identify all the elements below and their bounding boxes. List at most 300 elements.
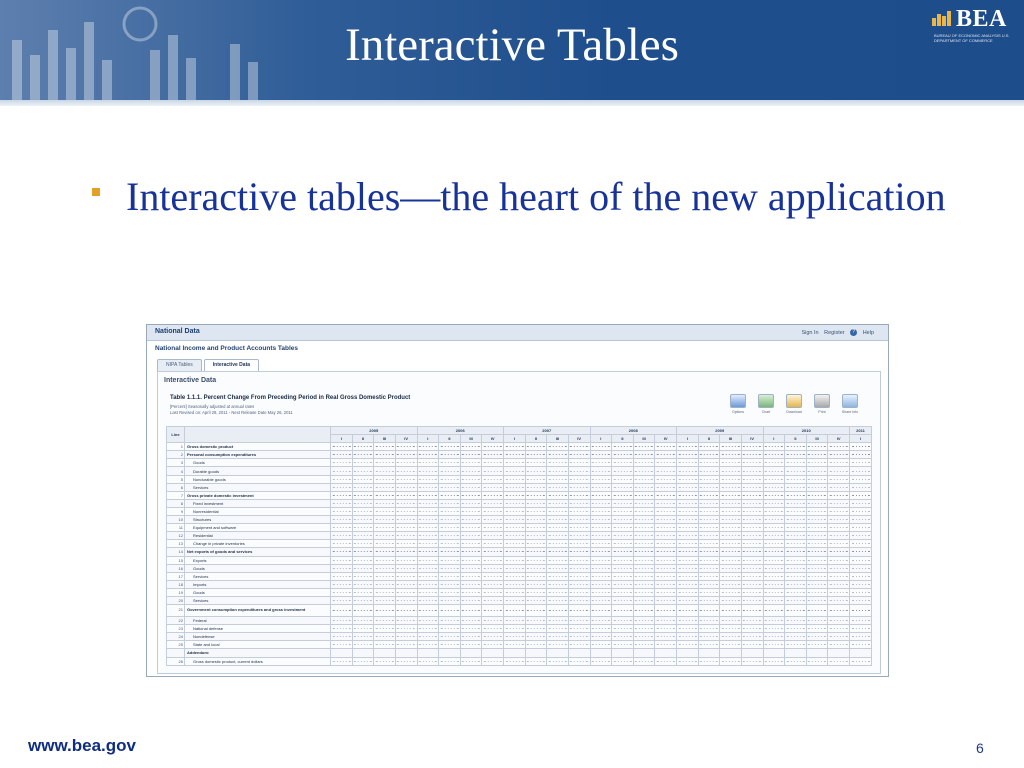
table-cell: [395, 467, 417, 475]
table-cell: [698, 467, 720, 475]
table-cell: [741, 625, 763, 633]
table-cell: [698, 564, 720, 572]
table-cell: [590, 596, 612, 604]
year-header[interactable]: 2005: [331, 427, 418, 435]
table-cell: [741, 580, 763, 588]
table-cell: [374, 507, 396, 515]
table-row[interactable]: [167, 564, 872, 572]
table-cell: [677, 564, 699, 572]
table-cell: [417, 596, 439, 604]
table-cell: [763, 649, 785, 657]
table-cell: [482, 649, 504, 657]
table-cell: [417, 443, 439, 451]
table-cell: [698, 572, 720, 580]
table-cell: [828, 625, 850, 633]
table-cell: [698, 524, 720, 532]
table-cell: [417, 556, 439, 564]
table-cell: [612, 588, 634, 596]
table-cell: [482, 564, 504, 572]
table-cell: [828, 633, 850, 641]
table-cell: [352, 564, 374, 572]
table-row[interactable]: [167, 524, 872, 532]
table-cell: [460, 625, 482, 633]
table-cell: [612, 548, 634, 556]
table-row[interactable]: [167, 588, 872, 596]
options-button[interactable]: [724, 394, 752, 414]
table-cell: [785, 633, 807, 641]
line-number: 20: [167, 596, 185, 604]
table-cell: [331, 532, 353, 540]
table-title: Table 1.1.1. Percent Change From Preceding Period in Real Gross Domestic Product: [170, 395, 411, 401]
print-button[interactable]: [808, 394, 836, 414]
table-cell: [590, 524, 612, 532]
table-cell: [806, 572, 828, 580]
table-cell: [417, 564, 439, 572]
table-cell: [677, 625, 699, 633]
table-cell: [482, 617, 504, 625]
table-cell: [504, 475, 526, 483]
table-cell: [568, 467, 590, 475]
table-cell: [763, 483, 785, 491]
table-row[interactable]: [167, 572, 872, 580]
table-cell: [828, 605, 850, 617]
table-cell: [677, 507, 699, 515]
bea-logo-mark-icon: [932, 10, 952, 26]
table-cell: [568, 524, 590, 532]
table-cell: [504, 605, 526, 617]
table-cell: [850, 443, 872, 451]
row-label: Imports: [185, 580, 331, 588]
row-label: Nondefense: [185, 633, 331, 641]
table-cell: [741, 633, 763, 641]
table-cell: [828, 556, 850, 564]
table-cell: [374, 451, 396, 459]
table-cell: [655, 483, 677, 491]
table-row[interactable]: [167, 649, 872, 657]
quarter-header: III: [460, 435, 482, 443]
table-cell: [677, 617, 699, 625]
table-cell: [482, 657, 504, 665]
table-cell: [698, 556, 720, 564]
table-cell: [741, 451, 763, 459]
line-number: 5: [167, 475, 185, 483]
table-cell: [395, 641, 417, 649]
table-cell: [763, 443, 785, 451]
table-cell: [352, 617, 374, 625]
table-cell: [677, 540, 699, 548]
table-cell: [806, 633, 828, 641]
help-icon[interactable]: ?: [850, 329, 857, 336]
bea-logo-subtext: BUREAU OF ECONOMIC ANALYSIS U.S. DEPARTMENT OF COMMERCE: [934, 33, 1010, 43]
table-cell: [828, 641, 850, 649]
register-link[interactable]: Register: [824, 329, 845, 336]
table-cell: [590, 641, 612, 649]
table-cell: [395, 499, 417, 507]
table-cell: [677, 532, 699, 540]
table-cell: [547, 617, 569, 625]
table-cell: [547, 633, 569, 641]
year-header[interactable]: 2008: [590, 427, 677, 435]
table-cell: [547, 532, 569, 540]
table-cell: [547, 649, 569, 657]
table-cell: [806, 625, 828, 633]
table-cell: [806, 657, 828, 665]
table-row[interactable]: [167, 483, 872, 491]
table-cell: [720, 564, 742, 572]
table-cell: [655, 617, 677, 625]
table-cell: [439, 475, 461, 483]
table-cell: [612, 564, 634, 572]
table-cell: [785, 524, 807, 532]
table-cell: [504, 556, 526, 564]
table-row[interactable]: [167, 459, 872, 467]
quarter-header: IV: [568, 435, 590, 443]
table-cell: [828, 516, 850, 524]
table-cell: [655, 605, 677, 617]
table-cell: [331, 580, 353, 588]
year-header[interactable]: 2011: [850, 427, 872, 435]
table-cell: [352, 588, 374, 596]
table-cell: [395, 596, 417, 604]
table-cell: [763, 524, 785, 532]
table-cell: [741, 499, 763, 507]
table-cell: [352, 649, 374, 657]
table-cell: [655, 524, 677, 532]
table-cell: [633, 564, 655, 572]
table-cell: [439, 443, 461, 451]
table-cell: [547, 507, 569, 515]
table-cell: [482, 548, 504, 556]
table-cell: [828, 572, 850, 580]
table-cell: [504, 625, 526, 633]
table-cell: [568, 540, 590, 548]
table-cell: [374, 641, 396, 649]
line-number: 14: [167, 548, 185, 556]
table-cell: [374, 564, 396, 572]
table-cell: [720, 516, 742, 524]
table-cell: [374, 649, 396, 657]
table-row[interactable]: [167, 617, 872, 625]
table-cell: [741, 641, 763, 649]
table-cell: [763, 532, 785, 540]
table-cell: [568, 605, 590, 617]
table-cell: [850, 491, 872, 499]
table-cell: [417, 451, 439, 459]
table-cell: [677, 588, 699, 596]
table-row[interactable]: [167, 507, 872, 515]
table-cell: [828, 451, 850, 459]
table-cell: [806, 459, 828, 467]
table-cell: [655, 625, 677, 633]
line-number: 26: [167, 657, 185, 665]
table-cell: [417, 580, 439, 588]
table-cell: [460, 499, 482, 507]
table-cell: [677, 475, 699, 483]
table-cell: [568, 483, 590, 491]
table-cell: [828, 507, 850, 515]
table-cell: [374, 572, 396, 580]
help-link[interactable]: Help: [862, 329, 874, 336]
table-cell: [417, 507, 439, 515]
screenshot-header-bar: [147, 325, 888, 341]
table-cell: [525, 467, 547, 475]
table-row[interactable]: [167, 641, 872, 649]
table-cell: [633, 572, 655, 580]
table-cell: [655, 564, 677, 572]
tab-interactive-data[interactable]: Interactive Data: [204, 359, 259, 371]
table-cell: [763, 625, 785, 633]
table-cell: [374, 443, 396, 451]
table-cell: [547, 625, 569, 633]
table-cell: [439, 657, 461, 665]
table-cell: [590, 499, 612, 507]
table-cell: [828, 596, 850, 604]
year-header[interactable]: 2007: [504, 427, 591, 435]
table-cell: [720, 491, 742, 499]
table-cell: [439, 617, 461, 625]
table-cell: [828, 657, 850, 665]
table-cell: [850, 657, 872, 665]
line-number: 1: [167, 443, 185, 451]
table-cell: [590, 556, 612, 564]
table-cell: [352, 516, 374, 524]
table-cell: [374, 467, 396, 475]
table-row[interactable]: [167, 443, 872, 451]
table-cell: [460, 572, 482, 580]
table-row[interactable]: [167, 499, 872, 507]
table-cell: [655, 451, 677, 459]
table-cell: [763, 633, 785, 641]
table-cell: [633, 443, 655, 451]
table-cell: [504, 657, 526, 665]
table-row[interactable]: [167, 516, 872, 524]
table-cell: [828, 475, 850, 483]
table-cell: [482, 588, 504, 596]
table-cell: [568, 507, 590, 515]
table-cell: [828, 564, 850, 572]
table-cell: [806, 475, 828, 483]
table-cell: [720, 649, 742, 657]
table-cell: [806, 617, 828, 625]
table-cell: [352, 467, 374, 475]
table-cell: [720, 483, 742, 491]
table-cell: [850, 483, 872, 491]
table-cell: [374, 491, 396, 499]
chart-button[interactable]: [752, 394, 780, 414]
table-row[interactable]: [167, 532, 872, 540]
table-cell: [525, 657, 547, 665]
table-cell: [785, 580, 807, 588]
table-revision-date: Last Revised on: April 28, 2011 - Next Release Date May 26, 2011: [170, 410, 293, 415]
line-number: 4: [167, 467, 185, 475]
table-cell: [612, 459, 634, 467]
table-cell: [785, 451, 807, 459]
row-label: Structures: [185, 516, 331, 524]
table-cell: [525, 483, 547, 491]
quarter-header: I: [504, 435, 526, 443]
table-cell: [547, 596, 569, 604]
quarter-header: I: [590, 435, 612, 443]
table-cell: [850, 524, 872, 532]
table-cell: [763, 605, 785, 617]
table-row[interactable]: [167, 657, 872, 665]
table-cell: [655, 548, 677, 556]
table-cell: [331, 451, 353, 459]
table-row[interactable]: [167, 605, 872, 617]
share-button[interactable]: [836, 394, 864, 414]
table-cell: [785, 588, 807, 596]
table-row[interactable]: [167, 491, 872, 499]
table-cell: [590, 617, 612, 625]
table-cell: [698, 459, 720, 467]
table-cell: [395, 633, 417, 641]
table-cell: [806, 564, 828, 572]
table-row[interactable]: [167, 548, 872, 556]
table-cell: [460, 617, 482, 625]
table-row[interactable]: [167, 475, 872, 483]
table-cell: [806, 532, 828, 540]
table-cell: [806, 467, 828, 475]
table-cell: [720, 524, 742, 532]
table-row[interactable]: [167, 633, 872, 641]
table-cell: [633, 580, 655, 588]
table-cell: [612, 633, 634, 641]
table-units: [Percent] Seasonally adjusted at annual rates: [170, 404, 255, 409]
table-row[interactable]: [167, 596, 872, 604]
table-cell: [395, 649, 417, 657]
table-cell: [850, 507, 872, 515]
table-cell: [439, 580, 461, 588]
slide-title: Interactive Tables: [345, 19, 679, 71]
table-cell: [482, 459, 504, 467]
table-cell: [850, 625, 872, 633]
table-row[interactable]: [167, 625, 872, 633]
table-cell: [331, 596, 353, 604]
table-cell: [677, 649, 699, 657]
quarter-header: II: [439, 435, 461, 443]
table-cell: [720, 617, 742, 625]
table-cell: [785, 657, 807, 665]
table-cell: [482, 641, 504, 649]
table-cell: [828, 649, 850, 657]
table-cell: [806, 556, 828, 564]
table-cell: [633, 451, 655, 459]
table-cell: [612, 556, 634, 564]
screenshot-tabs: [157, 359, 261, 371]
year-header[interactable]: 2010: [763, 427, 850, 435]
table-cell: [612, 483, 634, 491]
table-cell: [547, 524, 569, 532]
table-cell: [352, 443, 374, 451]
table-cell: [352, 483, 374, 491]
table-cell: [482, 483, 504, 491]
table-cell: [590, 625, 612, 633]
table-row[interactable]: [167, 580, 872, 588]
table-cell: [612, 516, 634, 524]
table-row[interactable]: [167, 451, 872, 459]
table-cell: [547, 540, 569, 548]
table-cell: [417, 633, 439, 641]
table-cell: [504, 516, 526, 524]
table-cell: [741, 548, 763, 556]
row-label: Federal: [185, 617, 331, 625]
table-cell: [763, 657, 785, 665]
table-cell: [568, 516, 590, 524]
table-cell: [741, 540, 763, 548]
footer-url[interactable]: www.bea.gov: [28, 736, 137, 755]
table-cell: [850, 451, 872, 459]
table-cell: [763, 596, 785, 604]
line-number: 23: [167, 625, 185, 633]
table-cell: [720, 467, 742, 475]
table-cell: [439, 491, 461, 499]
download-button[interactable]: [780, 394, 808, 414]
table-cell: [720, 540, 742, 548]
table-cell: [374, 580, 396, 588]
table-cell: [460, 524, 482, 532]
table-cell: [741, 588, 763, 596]
sign-in-link[interactable]: Sign In: [801, 329, 819, 336]
table-cell: [785, 475, 807, 483]
table-cell: [460, 467, 482, 475]
table-cell: [374, 499, 396, 507]
quarter-header: III: [633, 435, 655, 443]
table-cell: [828, 580, 850, 588]
table-cell: [482, 540, 504, 548]
table-cell: [763, 467, 785, 475]
table-cell: [612, 657, 634, 665]
table-row[interactable]: [167, 556, 872, 564]
table-cell: [698, 625, 720, 633]
table-cell: [633, 475, 655, 483]
tab-nipa-tables[interactable]: NIPA Tables: [157, 359, 202, 371]
table-cell: [331, 572, 353, 580]
table-cell: [439, 540, 461, 548]
table-cell: [547, 443, 569, 451]
table-cell: [482, 451, 504, 459]
table-row[interactable]: [167, 467, 872, 475]
table-cell: [850, 596, 872, 604]
quarter-header: IV: [741, 435, 763, 443]
table-cell: [655, 499, 677, 507]
row-label: Equipment and software: [185, 524, 331, 532]
table-cell: [850, 564, 872, 572]
table-cell: [633, 588, 655, 596]
table-cell: [720, 605, 742, 617]
table-cell: [850, 556, 872, 564]
table-row[interactable]: [167, 540, 872, 548]
table-cell: [525, 556, 547, 564]
table-cell: [352, 625, 374, 633]
table-cell: [460, 516, 482, 524]
year-header[interactable]: 2006: [417, 427, 504, 435]
table-cell: [482, 443, 504, 451]
table-cell: [806, 641, 828, 649]
table-cell: [504, 459, 526, 467]
table-cell: [633, 605, 655, 617]
table-cell: [698, 588, 720, 596]
table-cell: [633, 596, 655, 604]
table-cell: [806, 548, 828, 556]
table-cell: [525, 524, 547, 532]
table-cell: [633, 459, 655, 467]
quarter-header: III: [806, 435, 828, 443]
table-cell: [698, 633, 720, 641]
share-label: Share Info: [841, 410, 859, 414]
table-cell: [460, 451, 482, 459]
row-label: Services: [185, 572, 331, 580]
year-header[interactable]: 2009: [677, 427, 764, 435]
